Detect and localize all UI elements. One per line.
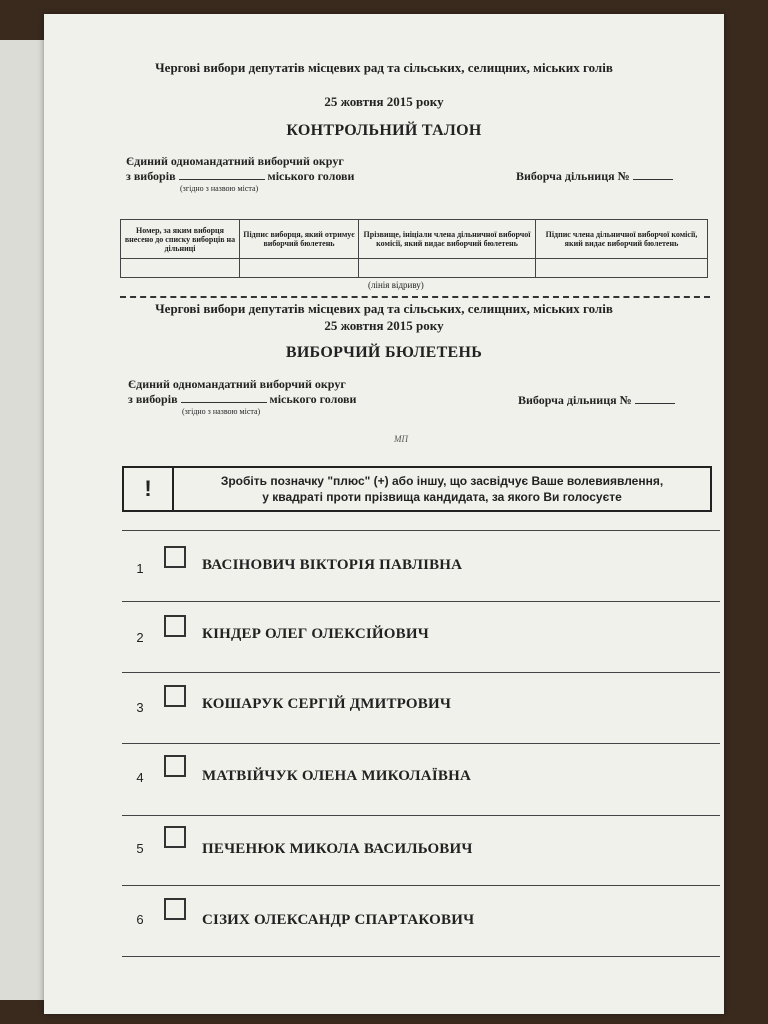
candidate-number: 5 xyxy=(136,841,144,856)
row-separator xyxy=(122,956,720,957)
ballot-election-title: Чергові вибори депутатів місцевих рад та сільських, селищних, міських голів xyxy=(155,301,613,316)
stub-table-cell xyxy=(359,259,536,278)
stub-table xyxy=(120,219,708,278)
row-separator xyxy=(122,815,720,816)
stub-table-header: Номер, за яким виборця внесено до списку виборців на дільниці xyxy=(121,220,240,259)
candidate-checkbox[interactable] xyxy=(164,615,186,637)
stub-district-suffix: міського голови xyxy=(267,169,355,183)
stub-district-hint: (згідно з назвою міста) xyxy=(180,184,259,193)
stub-precinct-blank xyxy=(633,179,673,180)
stub-heading: КОНТРОЛЬНИЙ ТАЛОН xyxy=(286,122,482,139)
candidate-name: ВАСІНОВИЧ ВІКТОРІЯ ПАВЛІВНА xyxy=(202,557,463,573)
row-separator xyxy=(122,672,720,673)
exclamation-icon: ! xyxy=(124,468,174,510)
candidate-number: 1 xyxy=(136,561,144,576)
candidate-name: КОШАРУК СЕРГІЙ ДМИТРОВИЧ xyxy=(202,696,452,712)
candidate-name: СІЗИХ ОЛЕКСАНДР СПАРТАКОВИЧ xyxy=(202,912,475,928)
stub-district-line1: Єдиний одномандатний виборчий округ xyxy=(126,154,344,168)
ballot-precinct-blank xyxy=(635,403,675,404)
row-separator xyxy=(122,885,720,886)
candidate-checkbox[interactable] xyxy=(164,826,186,848)
stub-table-header: Підпис виборця, який отримує виборчий бюлетень xyxy=(240,220,359,259)
candidate-checkbox[interactable] xyxy=(164,755,186,777)
candidate-number: 6 xyxy=(136,912,144,927)
instruction-text xyxy=(174,468,710,510)
stub-district-line2 xyxy=(126,169,354,184)
ballot-city-blank xyxy=(181,402,267,403)
candidate-name: КІНДЕР ОЛЕГ ОЛЕКСІЙОВИЧ xyxy=(202,626,429,642)
candidate-checkbox[interactable] xyxy=(164,898,186,920)
candidate-name: ПЕЧЕНЮК МИКОЛА ВАСИЛЬОВИЧ xyxy=(202,841,473,857)
instruction-box xyxy=(122,466,712,512)
ballot-district-line1: Єдиний одномандатний виборчий округ xyxy=(128,377,346,391)
row-separator xyxy=(122,743,720,744)
candidate-number: 2 xyxy=(136,630,144,645)
ballot-district-suffix: міського голови xyxy=(269,392,357,406)
stub-election-title: Чергові вибори депутатів місцевих рад та сільських, селищних, міських голів xyxy=(155,60,613,75)
stub-table-header: Прізвище, ініціали члена дільничної виборчої комісії, який видає виборчий бюлетень xyxy=(359,220,536,259)
ballot-precinct-label: Виборча дільниця № xyxy=(518,393,632,407)
ballot-date: 25 жовтня 2015 року xyxy=(324,318,444,333)
stamp-label: МП xyxy=(394,434,408,444)
stub-table-cell xyxy=(536,259,708,278)
row-separator xyxy=(122,530,720,531)
candidate-checkbox[interactable] xyxy=(164,685,186,707)
stub-table-cell xyxy=(121,259,240,278)
instruction-line2: у квадраті проти прізвища кандидата, за якого Ви голосуєте xyxy=(262,490,622,504)
stub-table-header: Підпис члена дільничної виборчої комісії, який видає виборчий бюлетень xyxy=(536,220,708,259)
stub-city-blank xyxy=(179,179,265,180)
stub-district-prefix: з виборів xyxy=(126,169,176,183)
stub-precinct xyxy=(516,169,673,184)
candidate-number: 3 xyxy=(136,700,144,715)
candidate-number: 4 xyxy=(136,770,144,785)
stub-date: 25 жовтня 2015 року xyxy=(324,94,444,109)
ballot-precinct xyxy=(518,393,675,408)
ballot-district-prefix: з виборів xyxy=(128,392,178,406)
ballot-heading: ВИБОРЧИЙ БЮЛЕТЕНЬ xyxy=(285,344,483,361)
row-separator xyxy=(122,601,720,602)
ballot-district-line2 xyxy=(128,392,356,407)
candidate-checkbox[interactable] xyxy=(164,546,186,568)
instruction-line1: Зробіть позначку "плюс" (+) або іншу, що засвідчує Ваше волевиявлення, xyxy=(220,474,664,488)
underlying-sheet xyxy=(0,40,44,1000)
tear-line-label: (лінія відриву) xyxy=(368,280,424,290)
tear-line xyxy=(120,296,710,298)
stub-table-cell xyxy=(240,259,359,278)
ballot-district-hint: (згідно з назвою міста) xyxy=(182,407,261,416)
ballot-paper xyxy=(44,14,724,1014)
stub-precinct-label: Виборча дільниця № xyxy=(516,169,630,183)
candidate-name: МАТВІЙЧУК ОЛЕНА МИКОЛАЇВНА xyxy=(202,768,471,784)
